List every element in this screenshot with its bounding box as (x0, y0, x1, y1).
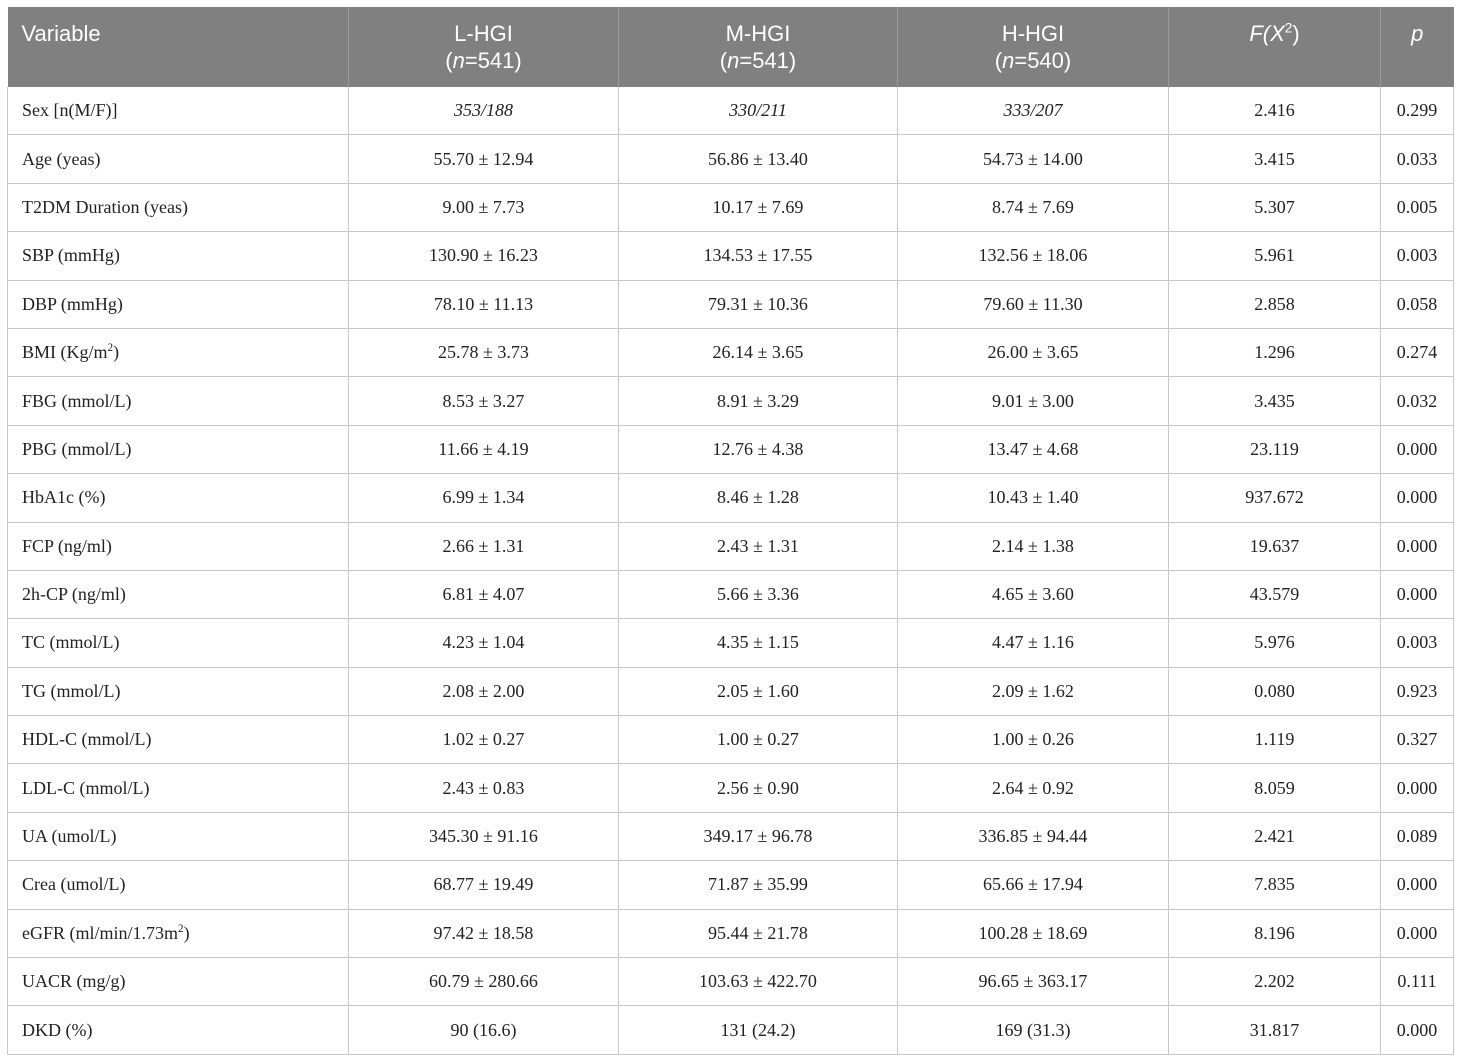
cell-l-hgi: 6.81 ± 4.07 (349, 570, 619, 618)
cell-m-hgi: 1.00 ± 0.27 (619, 716, 898, 764)
cell-h-hgi: 2.14 ± 1.38 (898, 522, 1169, 570)
cell-variable: FBG (mmol/L) (8, 377, 349, 425)
header-m-hgi-count: (n=541) (719, 48, 797, 73)
cell-p-value: 0.000 (1381, 861, 1454, 909)
cell-variable: Sex [n(M/F)] (8, 87, 349, 135)
cell-h-hgi: 100.28 ± 18.69 (898, 909, 1169, 957)
cell-p-value: 0.033 (1381, 135, 1454, 183)
cell-variable: eGFR $(ml/\min/1.73m^2)$ (8, 909, 349, 957)
table-row (8, 135, 1454, 183)
cell-m-hgi: 131 (24.2) (619, 1006, 898, 1054)
table-body (8, 87, 1454, 1054)
cell-p-value: 0.003 (1381, 232, 1454, 280)
cell-h-hgi: 10.43 ± 1.40 (898, 474, 1169, 522)
cell-variable: TG (mmol/L) (8, 667, 349, 715)
table-row (8, 377, 1454, 425)
cell-f-statistic: 2.858 (1169, 280, 1381, 328)
header-variable-label: Variable (21, 21, 101, 46)
cell-m-hgi: 349.17 ± 96.78 (619, 812, 898, 860)
cell-p-value: 0.000 (1381, 425, 1454, 473)
table-row (8, 716, 1454, 764)
header-h-hgi-label: H-HGI (1001, 21, 1065, 46)
table-row (8, 1006, 1454, 1054)
cell-h-hgi: 1.00 ± 0.26 (898, 716, 1169, 764)
cell-h-hgi: 54.73 ± 14.00 (898, 135, 1169, 183)
cell-l-hgi: 60.79 ± 280.66 (349, 958, 619, 1006)
cell-l-hgi: 68.77 ± 19.49 (349, 861, 619, 909)
cell-l-hgi: 2.08 ± 2.00 (349, 667, 619, 715)
cell-f-statistic: 3.435 (1169, 377, 1381, 425)
cell-variable: FCP (ng/ml) (8, 522, 349, 570)
table-row (8, 522, 1454, 570)
cell-h-hgi: 65.66 ± 17.94 (898, 861, 1169, 909)
cell-f-statistic: 2.202 (1169, 958, 1381, 1006)
cell-f-statistic: 31.817 (1169, 1006, 1381, 1054)
cell-variable: HDL-C (mmol/L) (8, 716, 349, 764)
cell-variable: Age (yeas) (8, 135, 349, 183)
table-row (8, 667, 1454, 715)
cell-m-hgi: 134.53 ± 17.55 (619, 232, 898, 280)
cell-f-statistic: 8.059 (1169, 764, 1381, 812)
cell-h-hgi: 169 (31.3) (898, 1006, 1169, 1054)
cell-m-hgi: 79.31 ± 10.36 (619, 280, 898, 328)
cell-f-statistic: 937.672 (1169, 474, 1381, 522)
cell-l-hgi: 130.90 ± 16.23 (349, 232, 619, 280)
cell-l-hgi: 78.10 ± 11.13 (349, 280, 619, 328)
table-row (8, 764, 1454, 812)
cell-l-hgi: 2.43 ± 0.83 (349, 764, 619, 812)
header-variable (8, 7, 349, 87)
cell-p-value: 0.000 (1381, 909, 1454, 957)
cell-p-value: 0.032 (1381, 377, 1454, 425)
cell-p-value: 0.327 (1381, 716, 1454, 764)
cell-p-value: 0.058 (1381, 280, 1454, 328)
header-l-hgi-count: (n=541) (445, 48, 522, 73)
cell-f-statistic: 7.835 (1169, 861, 1381, 909)
cell-m-hgi: 8.46 ± 1.28 (619, 474, 898, 522)
cell-m-hgi: 103.63 ± 422.70 (619, 958, 898, 1006)
cell-p-value: 0.000 (1381, 474, 1454, 522)
cell-p-value: 0.274 (1381, 328, 1454, 376)
cell-h-hgi: 79.60 ± 11.30 (898, 280, 1169, 328)
table-row (8, 474, 1454, 522)
table-row (8, 328, 1454, 376)
cell-l-hgi: 345.30 ± 91.16 (349, 812, 619, 860)
cell-variable: HbA1c (%) (8, 474, 349, 522)
cell-l-hgi: 9.00 ± 7.73 (349, 183, 619, 231)
header-h-hgi (898, 7, 1169, 87)
data-table (7, 7, 1454, 1055)
cell-variable: T2DM Duration (yeas) (8, 183, 349, 231)
table-row (8, 183, 1454, 231)
cell-m-hgi: 2.43 ± 1.31 (619, 522, 898, 570)
cell-m-hgi: 26.14 ± 3.65 (619, 328, 898, 376)
cell-variable: TC (mmol/L) (8, 619, 349, 667)
cell-p-value: 0.003 (1381, 619, 1454, 667)
cell-f-statistic: 3.415 (1169, 135, 1381, 183)
cell-h-hgi: 26.00 ± 3.65 (898, 328, 1169, 376)
table-header (8, 7, 1454, 87)
cell-h-hgi: 2.09 ± 1.62 (898, 667, 1169, 715)
cell-f-statistic: 8.196 (1169, 909, 1381, 957)
cell-p-value: 0.000 (1381, 522, 1454, 570)
cell-f-statistic: 5.976 (1169, 619, 1381, 667)
cell-m-hgi: 10.17 ± 7.69 (619, 183, 898, 231)
cell-variable: DBP (mmHg) (8, 280, 349, 328)
header-l-hgi-label: L-HGI (454, 21, 513, 46)
cell-l-hgi: 353/188 (349, 87, 619, 135)
header-m-hgi (619, 7, 898, 87)
cell-l-hgi: 6.99 ± 1.34 (349, 474, 619, 522)
table-row (8, 570, 1454, 618)
cell-variable: Crea (umol/L) (8, 861, 349, 909)
cell-h-hgi: 9.01 ± 3.00 (898, 377, 1169, 425)
cell-f-statistic: 1.296 (1169, 328, 1381, 376)
header-h-hgi-count: (n=540) (994, 48, 1072, 73)
cell-m-hgi: 5.66 ± 3.36 (619, 570, 898, 618)
cell-l-hgi: 1.02 ± 0.27 (349, 716, 619, 764)
cell-l-hgi: 11.66 ± 4.19 (349, 425, 619, 473)
cell-m-hgi: 8.91 ± 3.29 (619, 377, 898, 425)
cell-h-hgi: 333/207 (898, 87, 1169, 135)
cell-variable: BMI $(Kg/m^2)$ (8, 328, 349, 376)
table-row (8, 232, 1454, 280)
cell-l-hgi: 55.70 ± 12.94 (349, 135, 619, 183)
cell-variable: LDL-C (mmol/L) (8, 764, 349, 812)
cell-m-hgi: 95.44 ± 21.78 (619, 909, 898, 957)
cell-h-hgi: 336.85 ± 94.44 (898, 812, 1169, 860)
cell-m-hgi: 2.56 ± 0.90 (619, 764, 898, 812)
cell-variable: UACR (mg/g) (8, 958, 349, 1006)
cell-variable: UA (umol/L) (8, 812, 349, 860)
table-row (8, 425, 1454, 473)
cell-f-statistic: 43.579 (1169, 570, 1381, 618)
cell-p-value: 0.000 (1381, 764, 1454, 812)
header-m-hgi-label: M-HGI (725, 21, 791, 46)
cell-f-statistic: 2.416 (1169, 87, 1381, 135)
cell-h-hgi: 132.56 ± 18.06 (898, 232, 1169, 280)
cell-f-statistic: 1.119 (1169, 716, 1381, 764)
cell-l-hgi: 2.66 ± 1.31 (349, 522, 619, 570)
cell-h-hgi: 13.47 ± 4.68 (898, 425, 1169, 473)
cell-h-hgi: 2.64 ± 0.92 (898, 764, 1169, 812)
cell-p-value: 0.005 (1381, 183, 1454, 231)
table-row (8, 861, 1454, 909)
table-row (8, 619, 1454, 667)
cell-p-value: 0.089 (1381, 812, 1454, 860)
header-f-statistic: $F(X^2)$ (1169, 7, 1381, 87)
cell-l-hgi: 4.23 ± 1.04 (349, 619, 619, 667)
cell-p-value: 0.299 (1381, 87, 1454, 135)
cell-m-hgi: 2.05 ± 1.60 (619, 667, 898, 715)
cell-variable: 2h-CP (ng/ml) (8, 570, 349, 618)
table-row (8, 280, 1454, 328)
cell-p-value: 0.000 (1381, 1006, 1454, 1054)
cell-h-hgi: 4.65 ± 3.60 (898, 570, 1169, 618)
cell-l-hgi: 25.78 ± 3.73 (349, 328, 619, 376)
table-row (8, 812, 1454, 860)
cell-m-hgi: 56.86 ± 13.40 (619, 135, 898, 183)
cell-f-statistic: 5.307 (1169, 183, 1381, 231)
cell-f-statistic: 23.119 (1169, 425, 1381, 473)
table-row (8, 87, 1454, 135)
cell-m-hgi: 4.35 ± 1.15 (619, 619, 898, 667)
cell-p-value: 0.111 (1381, 958, 1454, 1006)
header-row (8, 7, 1454, 87)
cell-l-hgi: 90 (16.6) (349, 1006, 619, 1054)
cell-h-hgi: 96.65 ± 363.17 (898, 958, 1169, 1006)
cell-l-hgi: 8.53 ± 3.27 (349, 377, 619, 425)
cell-h-hgi: 4.47 ± 1.16 (898, 619, 1169, 667)
cell-m-hgi: 71.87 ± 35.99 (619, 861, 898, 909)
table-row (8, 909, 1454, 957)
cell-l-hgi: 97.42 ± 18.58 (349, 909, 619, 957)
cell-f-statistic: 2.421 (1169, 812, 1381, 860)
header-p-value: p (1381, 7, 1454, 87)
table-row (8, 958, 1454, 1006)
cell-f-statistic: 5.961 (1169, 232, 1381, 280)
cell-p-value: 0.923 (1381, 667, 1454, 715)
cell-m-hgi: 330/211 (619, 87, 898, 135)
cell-variable: SBP (mmHg) (8, 232, 349, 280)
cell-p-value: 0.000 (1381, 570, 1454, 618)
cell-m-hgi: 12.76 ± 4.38 (619, 425, 898, 473)
header-l-hgi (349, 7, 619, 87)
cell-f-statistic: 0.080 (1169, 667, 1381, 715)
cell-h-hgi: 8.74 ± 7.69 (898, 183, 1169, 231)
cell-variable: DKD (%) (8, 1006, 349, 1054)
cell-variable: PBG (mmol/L) (8, 425, 349, 473)
cell-f-statistic: 19.637 (1169, 522, 1381, 570)
